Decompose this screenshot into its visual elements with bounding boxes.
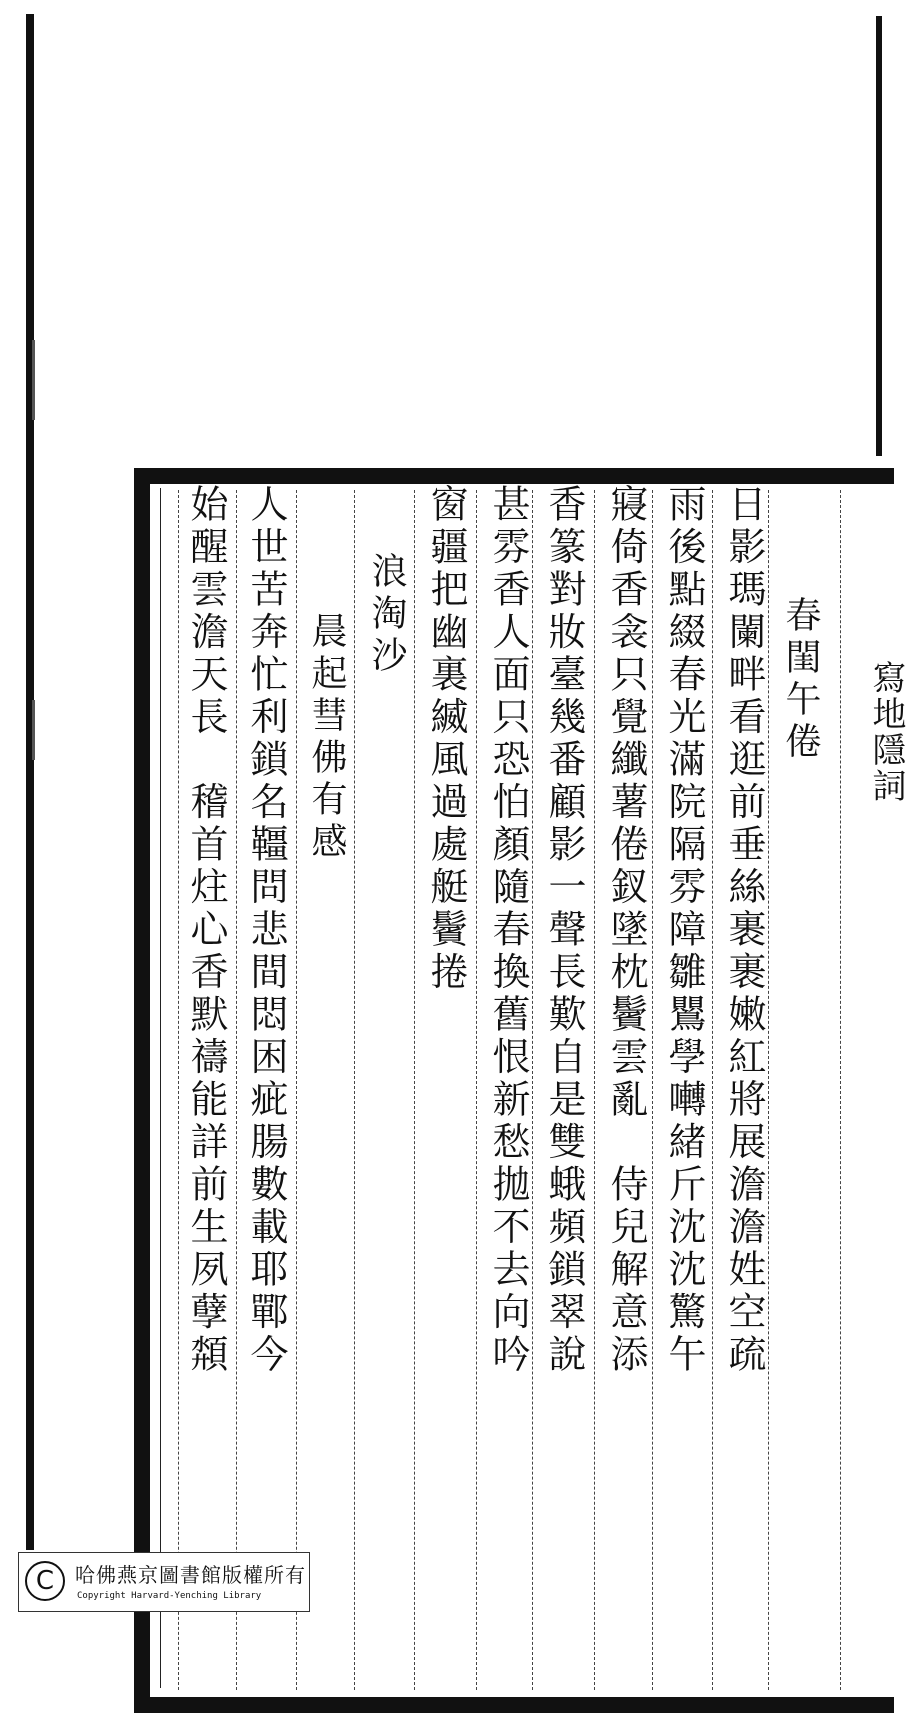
poem-title: 晨起彗佛有感 [306,612,347,864]
right-page-edge [876,16,882,456]
column-rule [768,490,769,1690]
poem-title: 春閨午倦 [780,596,821,764]
column-rule [354,490,355,1690]
column-rule [414,490,415,1690]
column-rule [476,490,477,1690]
frame-inner-line [160,488,161,1688]
column-rule [652,490,653,1690]
copyright-stamp [18,1552,310,1612]
scan-speck [32,700,35,760]
scan-speck [32,340,35,420]
text-column: 寢倚香衾只覺纖薯倦釵墜枕鬢雲亂 侍兒解意添 [604,484,648,1377]
text-column: 窗疆把幽裏縅風過處艇鬢捲 [424,484,468,994]
column-rule [712,490,713,1690]
text-column: 甚雰香人面只恐怕顏隨春換舊恨新愁拋不去向吟 [486,484,530,1377]
copyright-text-en: Copyright Harvard-Yenching Library [77,1591,262,1601]
column-rule [236,490,237,1690]
text-column: 始醒雲澹天長 稽首炷心香默禱能詳前生夙孽頮 [184,484,228,1377]
page-edge-heading: 寫地隱詞 [866,660,906,804]
copyright-text-cn: 哈佛燕京圖書館版權所有 [75,1563,306,1587]
poem-title: 浪淘沙 [366,552,407,678]
text-column: 人世苦奔忙利鎖名韁問悲間悶困疵腸數載耶鄲今 [244,484,288,1377]
column-rule [594,490,595,1690]
column-rule [840,490,841,1690]
text-column: 雨後點綴春光滿院隔雰障雛鸎學囀緒斤沈沈驚午 [662,484,706,1377]
binding-edge [26,14,34,1550]
text-column: 日影瑪闌畔看逛前垂絲裹裹嫩紅將展澹澹姓空疏 [722,484,766,1377]
column-rule [532,490,533,1690]
column-rule [296,490,297,1690]
copyright-icon: C [25,1561,65,1601]
column-rule [178,490,179,1690]
text-column: 香篆對妝臺幾番顧影一聲長歎自是雙蛾頻鎖翠說 [542,484,586,1377]
